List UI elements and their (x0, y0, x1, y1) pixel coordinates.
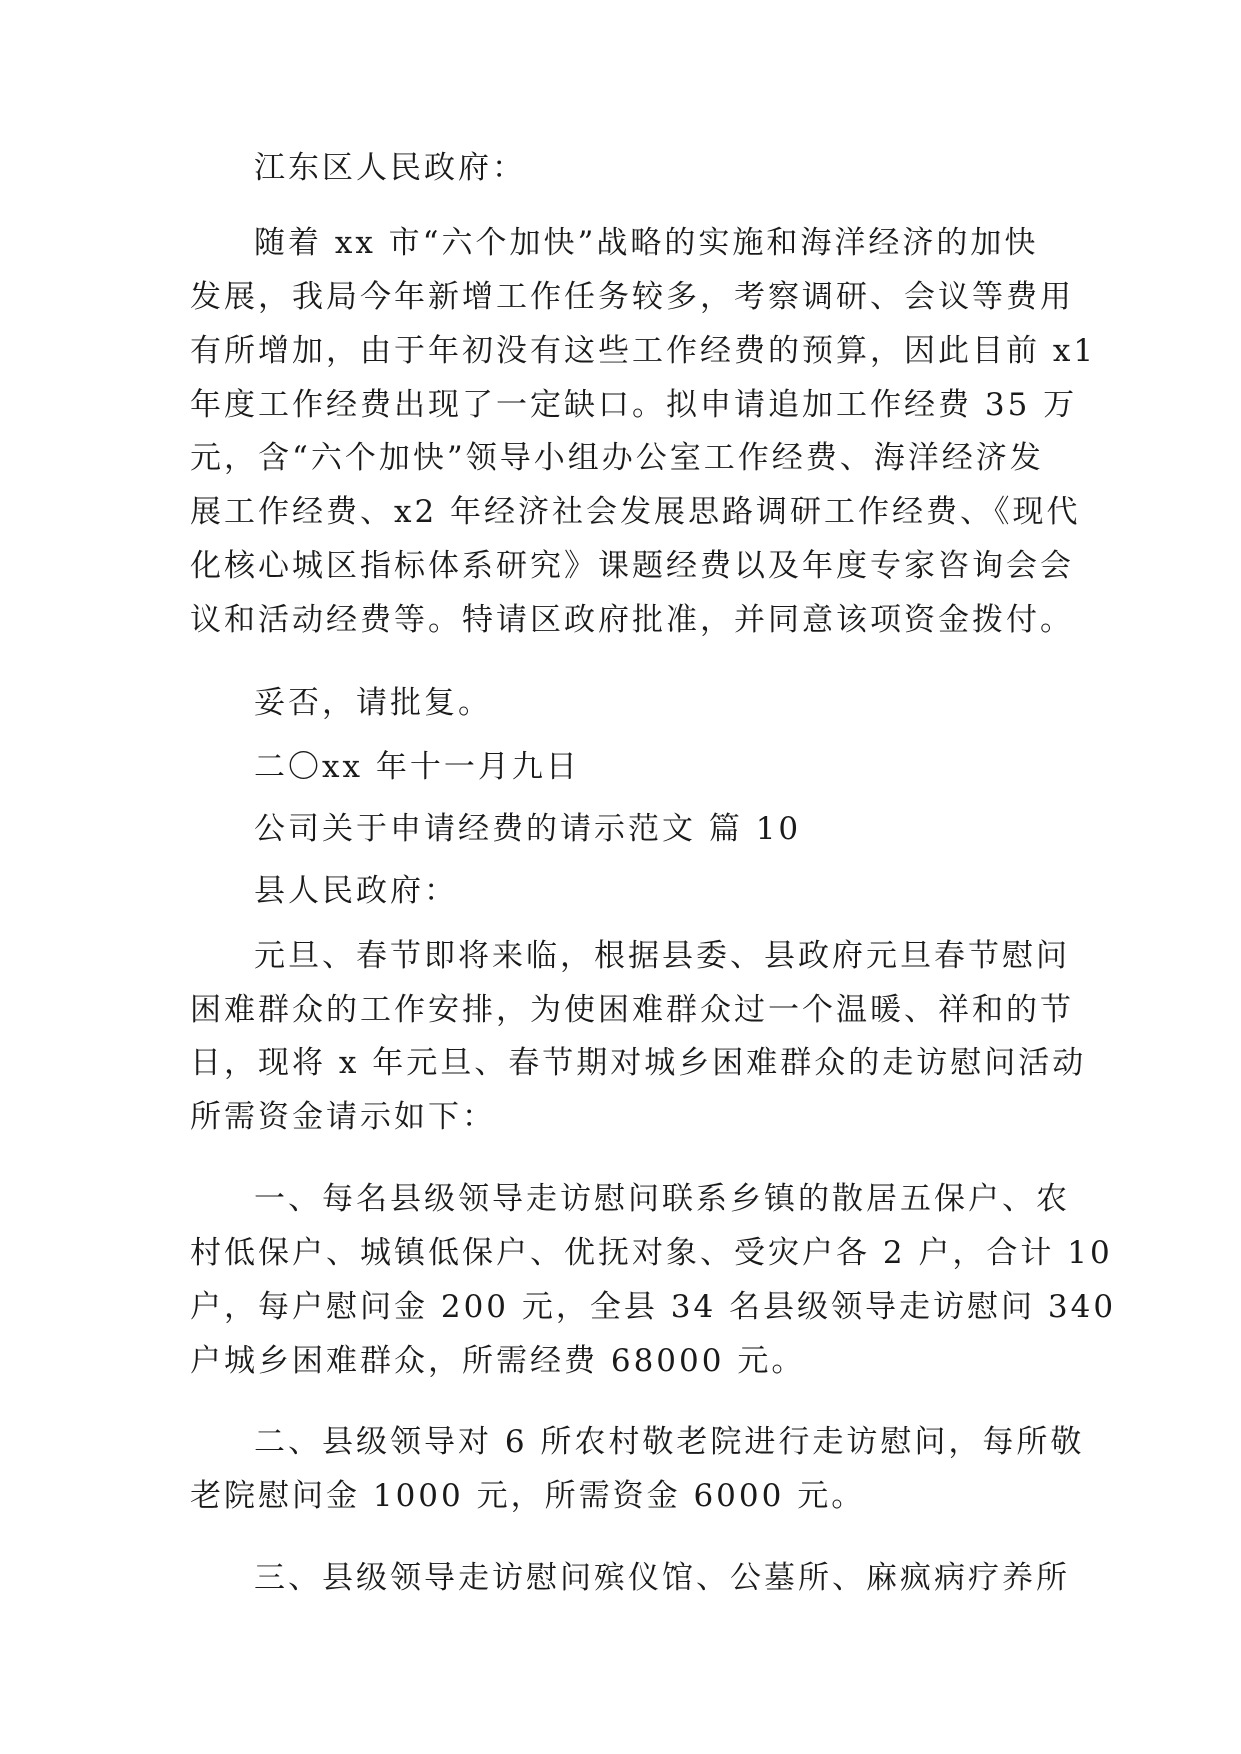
text-line: 日，现将 x 年元旦、春节期对城乡困难群众的走访慰问活动 (190, 1045, 1087, 1081)
text-line: 二〇xx 年十一月九日 (254, 749, 580, 785)
section-heading: 公司关于申请经费的请示范文 篇 10 (254, 811, 802, 847)
text-line: 发展，我局今年新增工作任务较多，考察调研、会议等费用 (190, 279, 1074, 315)
text-line: 二、县级领导对 6 所农村敬老院进行走访慰问，每所敬 (254, 1424, 1085, 1460)
text-line: 一、每名县级领导走访慰问联系乡镇的散居五保户、农 (254, 1181, 1070, 1217)
text-line: 县人民政府： (254, 873, 458, 909)
text-line: 随着 xx 市“六个加快”战略的实施和海洋经济的加快 (254, 225, 1039, 261)
text-line: 议和活动经费等。特请区政府批准，并同意该项资金拨付。 (190, 602, 1074, 638)
text-line: 村低保户、城镇低保户、优抚对象、受灾户各 2 户，合计 10 (190, 1235, 1113, 1271)
text-line: 化核心城区指标体系研究》课题经费以及年度专家咨询会会 (190, 548, 1074, 584)
text-line: 妥否，请批复。 (254, 685, 492, 721)
text-line: 元，含“六个加快”领导小组办公室工作经费、海洋经济发 (190, 440, 1044, 476)
text-line: 户城乡困难群众，所需经费 68000 元。 (190, 1343, 806, 1379)
text-line: 江东区人民政府： (254, 150, 526, 186)
text-line: 困难群众的工作安排，为使困难群众过一个温暖、祥和的节 (190, 992, 1074, 1028)
text-line: 所需资金请示如下： (190, 1099, 496, 1135)
text-line: 老院慰问金 1000 元，所需资金 6000 元。 (190, 1478, 866, 1514)
text-line: 元旦、春节即将来临，根据县委、县政府元旦春节慰问 (254, 938, 1070, 974)
text-line: 有所增加，由于年初没有这些工作经费的预算，因此目前 x1 (190, 333, 1097, 369)
text-line: 三、县级领导走访慰问殡仪馆、公墓所、麻疯病疗养所 (254, 1560, 1070, 1596)
text-line: 展工作经费、x2 年经济社会发展思路调研工作经费、《现代 (190, 494, 1081, 530)
text-line: 年度工作经费出现了一定缺口。拟申请追加工作经费 35 万 (190, 387, 1078, 423)
text-line: 户，每户慰问金 200 元，全县 34 名县级领导走访慰问 340 (190, 1289, 1117, 1325)
